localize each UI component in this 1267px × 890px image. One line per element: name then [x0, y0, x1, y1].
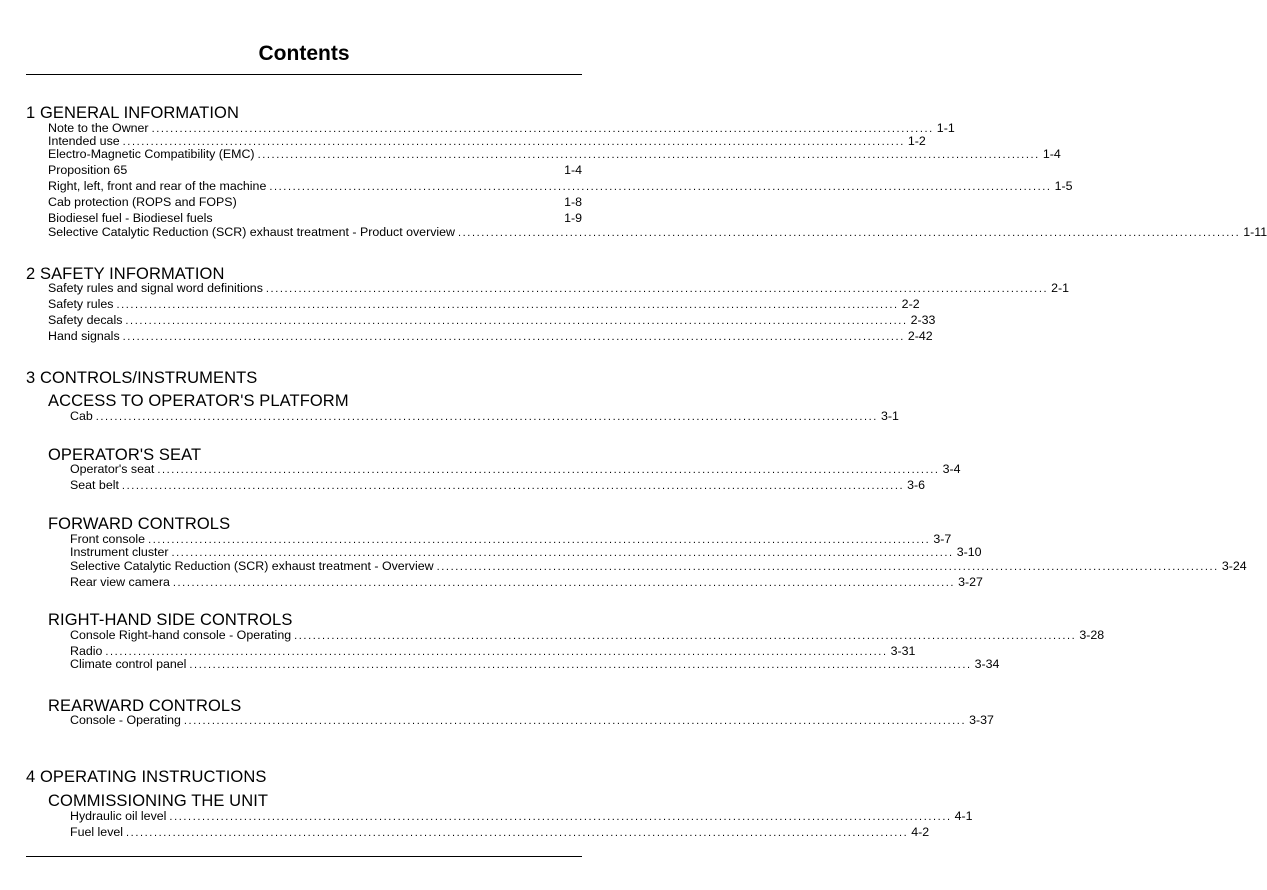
toc-entry-title: Safety decals	[48, 313, 123, 327]
toc-entry-climate-control-panel[interactable]	[70, 657, 1000, 672]
toc-entry-title: Console Right-hand console - Operating	[70, 628, 292, 642]
toc-entry-page: 3-24	[1221, 559, 1247, 573]
dot-leader: ........................................................................................................................................................................	[265, 283, 1049, 295]
subsection-heading-operators-seat: OPERATOR'S SEAT	[48, 446, 202, 464]
dot-leader: ........................................................................................................................................................................	[171, 547, 954, 559]
toc-entry-title: Climate control panel	[70, 657, 187, 671]
dot-leader: ........................................................................................................................................................................	[157, 464, 940, 476]
dot-leader: ........................................................................................................................................................................	[257, 149, 1040, 161]
toc-entry-safety-rules[interactable]	[48, 297, 920, 312]
dot-leader: ........................................................................................................................................................................	[148, 534, 931, 546]
toc-entry-title: Seat belt	[70, 478, 119, 492]
dot-leader: ........................................................................................................................................................................	[95, 411, 878, 423]
dot-leader: ........................................................................................................................................................................	[122, 331, 905, 343]
toc-entry-cab[interactable]	[70, 409, 899, 424]
toc-entry-console-operating[interactable]	[70, 713, 994, 728]
subsection-heading-access-platform: ACCESS TO OPERATOR'S PLATFORM	[48, 392, 349, 410]
toc-entry-title: Proposition 65	[48, 163, 128, 177]
toc-entry-hydraulic-oil-level[interactable]	[70, 809, 973, 824]
toc-entry-title: Hand signals	[48, 329, 120, 343]
toc-entry-title: Front console	[70, 532, 146, 546]
dot-leader: ........................................................................................................................................................................	[125, 315, 908, 327]
toc-entry-right-left-front-rear[interactable]	[48, 179, 1073, 194]
dot-leader: ........................................................................................................................................................................	[189, 659, 972, 671]
toc-entry-scr-overview[interactable]	[70, 559, 1247, 574]
page-title: Contents	[258, 42, 350, 65]
toc-entry-page: 3-1	[880, 409, 899, 423]
toc-entry-title: Safety rules	[48, 297, 114, 311]
toc-entry-page: 3-37	[969, 713, 994, 727]
toc-entry-seat-belt[interactable]	[70, 478, 926, 493]
section-heading-general-information: 1 GENERAL INFORMATION	[26, 104, 239, 122]
toc-entry-proposition-65[interactable]	[48, 163, 582, 177]
subsection-heading-right-hand-controls: RIGHT-HAND SIDE CONTROLS	[48, 611, 293, 629]
toc-entry-page: 1-11	[1243, 225, 1267, 239]
toc-entry-page: 3-28	[1079, 628, 1105, 642]
top-divider	[26, 74, 582, 75]
toc-entry-title: Selective Catalytic Reduction (SCR) exhaust treatment - Product overview	[48, 225, 455, 239]
toc-entry-biodiesel-fuel[interactable]	[48, 211, 582, 225]
toc-entry-cab-protection[interactable]	[48, 195, 582, 209]
toc-entry-page: 3-7	[933, 532, 952, 546]
dot-leader: ........................................................................................................................................................................	[458, 227, 1241, 239]
dot-leader: ........................................................................................................................................................................	[169, 811, 952, 823]
section-heading-controls-instruments: 3 CONTROLS/INSTRUMENTS	[26, 369, 258, 387]
toc-entry-title: Hydraulic oil level	[70, 809, 167, 823]
section-heading-operating-instructions: 4 OPERATING INSTRUCTIONS	[26, 768, 267, 786]
dot-leader: ........................................................................................................................................................................	[105, 646, 888, 658]
toc-entry-right-hand-console[interactable]	[70, 628, 1105, 643]
toc-entry-title: Biodiesel fuel - Biodiesel fuels	[48, 211, 213, 225]
dot-leader: ........................................................................................................................................................................	[126, 827, 909, 839]
toc-entry-emc[interactable]	[48, 147, 1061, 162]
toc-entry-page: 3-34	[974, 657, 1000, 671]
toc-entry-page: 2-33	[910, 313, 936, 327]
toc-entry-title: Right, left, front and rear of the machine	[48, 179, 267, 193]
toc-entry-page: 1-2	[907, 134, 926, 148]
dot-leader: ........................................................................................................................................................................	[269, 181, 1052, 193]
toc-entry-fuel-level[interactable]	[70, 825, 930, 840]
toc-entry-title: Fuel level	[70, 825, 124, 839]
toc-entry-title: Operator's seat	[70, 462, 155, 476]
toc-entry-title: Note to the Owner	[48, 121, 149, 135]
toc-entry-safety-rules-signal-words[interactable]	[48, 281, 1070, 296]
dot-leader: ........................................................................................................................................................................	[121, 480, 905, 492]
subsection-heading-commissioning: COMMISSIONING THE UNIT	[48, 792, 269, 810]
toc-entry-page: 1-9	[564, 211, 582, 225]
dot-leader: ........................................................................................................................................................................	[116, 299, 899, 311]
dot-leader: ........................................................................................................................................................................	[294, 630, 1077, 642]
dot-leader: ........................................................................................................................................................................	[122, 136, 905, 148]
bottom-divider	[26, 856, 582, 857]
toc-entry-title: Rear view camera	[70, 575, 170, 589]
toc-entry-scr-product-overview[interactable]	[48, 225, 1267, 240]
toc-entry-safety-decals[interactable]	[48, 313, 936, 328]
section-heading-safety-information: 2 SAFETY INFORMATION	[26, 265, 225, 283]
toc-entry-title: Console - Operating	[70, 713, 181, 727]
subsection-heading-forward-controls: FORWARD CONTROLS	[48, 515, 231, 533]
toc-entry-page: 4-2	[911, 825, 930, 839]
toc-entry-page: 1-8	[564, 195, 582, 209]
toc-entry-title: Radio	[70, 644, 103, 658]
toc-entry-title: Intended use	[48, 134, 120, 148]
dot-leader: ........................................................................................................................................................................	[172, 577, 956, 589]
toc-entry-page: 3-4	[942, 462, 961, 476]
subsection-heading-rearward-controls: REARWARD CONTROLS	[48, 697, 242, 715]
toc-entry-page: 2-2	[901, 297, 920, 311]
dot-leader: ........................................................................................................................................................................	[436, 561, 1219, 573]
toc-entry-title: Instrument cluster	[70, 545, 169, 559]
toc-entry-operators-seat[interactable]	[70, 462, 961, 477]
toc-entry-title: Cab protection (ROPS and FOPS)	[48, 195, 237, 209]
toc-entry-rear-view-camera[interactable]	[70, 575, 983, 590]
toc-entry-title: Safety rules and signal word definitions	[48, 281, 263, 295]
toc-entry-page: 4-1	[954, 809, 973, 823]
toc-entry-title: Selective Catalytic Reduction (SCR) exhaust treatment - Overview	[70, 559, 434, 573]
toc-entry-page: 1-1	[936, 121, 955, 135]
dot-leader: ........................................................................................................................................................................	[183, 715, 967, 727]
toc-entry-page: 3-31	[890, 644, 916, 658]
toc-entry-hand-signals[interactable]	[48, 329, 933, 344]
dot-leader: ........................................................................................................................................................................	[151, 123, 934, 135]
toc-entry-page: 3-6	[907, 478, 926, 492]
toc-entry-instrument-cluster[interactable]	[70, 545, 982, 560]
toc-entry-page: 3-10	[956, 545, 982, 559]
toc-entry-title: Cab	[70, 409, 93, 423]
toc-entry-page: 1-4	[564, 163, 582, 177]
toc-entry-page: 3-27	[958, 575, 983, 589]
toc-entry-page: 1-4	[1042, 147, 1061, 161]
toc-entry-page: 1-5	[1054, 179, 1073, 193]
toc-entry-page: 2-1	[1051, 281, 1070, 295]
toc-entry-page: 2-42	[907, 329, 933, 343]
toc-entry-title: Electro-Magnetic Compatibility (EMC)	[48, 147, 255, 161]
